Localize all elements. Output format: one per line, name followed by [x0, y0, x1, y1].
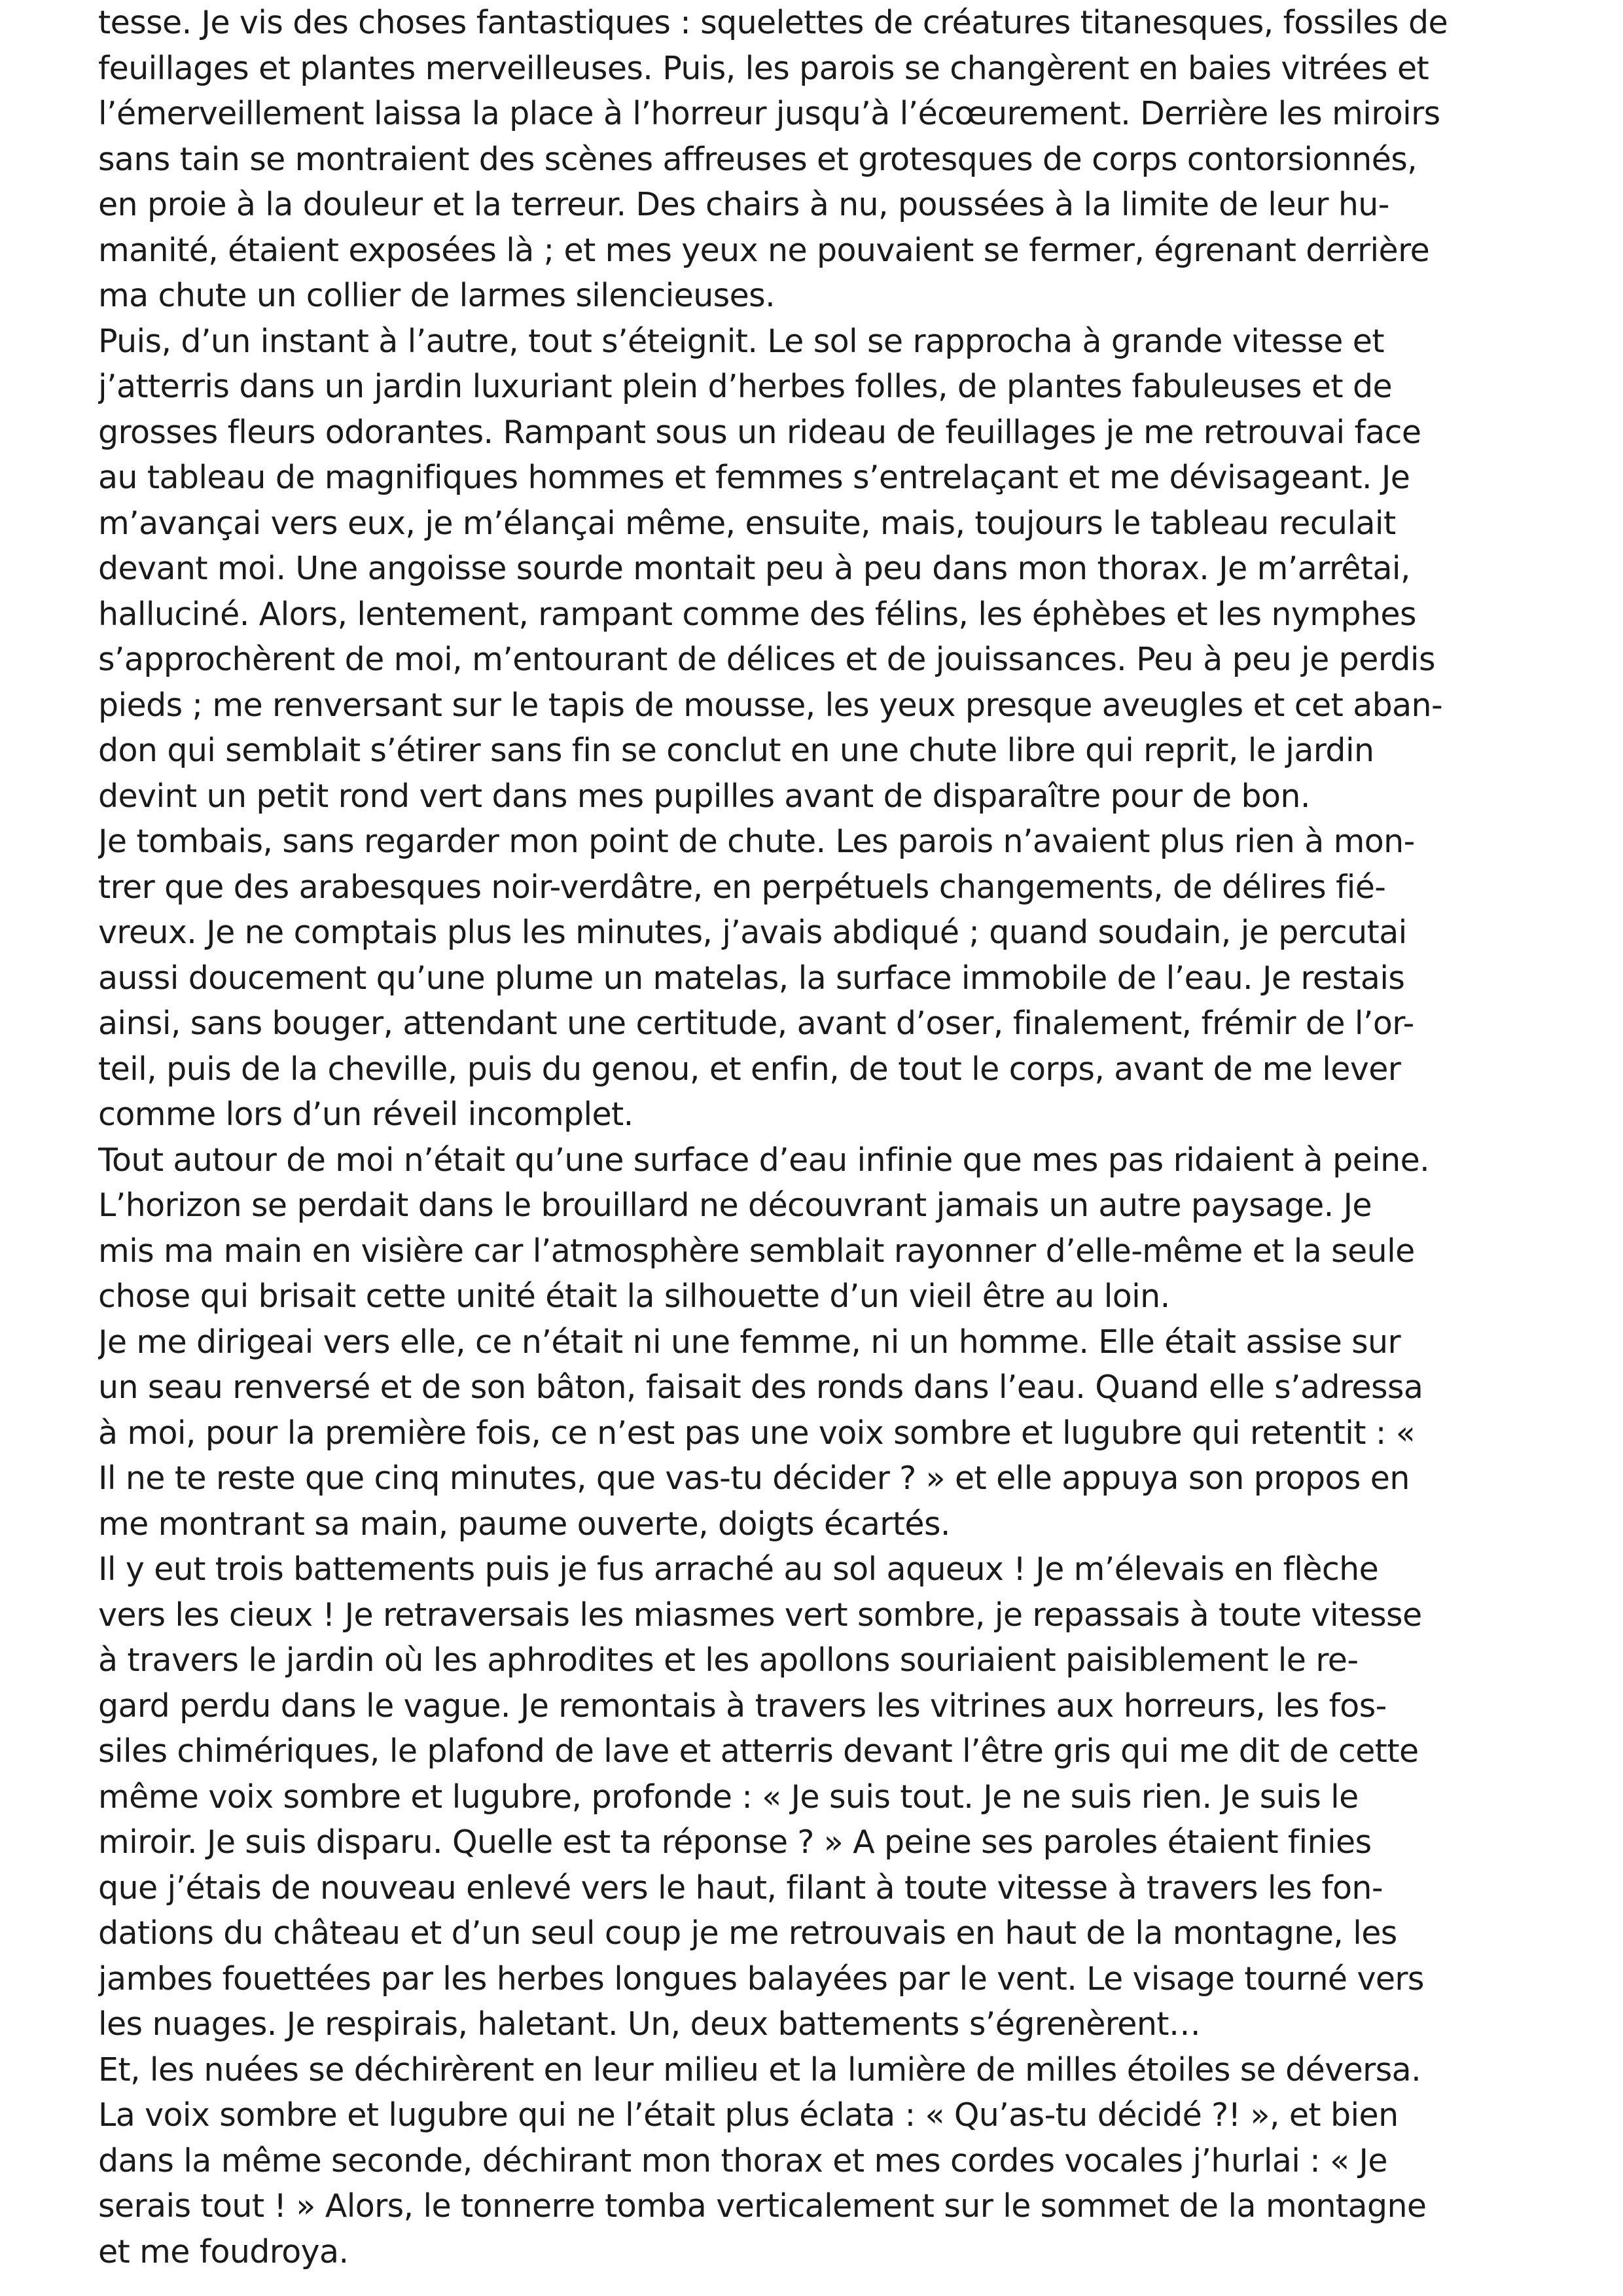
text-line: au tableau de magnifiques hommes et femmes s’entrelaçant et me dévisageant. Je [98, 459, 1410, 496]
text-line: Tout autour de moi n’était qu’une surface d’eau infinie que mes pas ridaient à peine. [98, 1141, 1430, 1179]
text-line: halluciné. Alors, lentement, rampant comme des félins, les éphèbes et les nymphes [98, 595, 1416, 633]
text-line: m’avançai vers eux, je m’élançai même, ensuite, mais, toujours le tableau reculait [98, 504, 1396, 542]
text-line: chose qui brisait cette unité était la silhouette d’un vieil être au loin. [98, 1278, 1170, 1315]
text-line: pieds ; me renversant sur le tapis de mousse, les yeux presque aveugles et cet aban- [98, 686, 1443, 724]
text-line: manité, étaient exposées là ; et mes yeux ne pouvaient se fermer, égrenant derrière [98, 231, 1430, 269]
text-line: même voix sombre et lugubre, profonde : « Je suis tout. Je ne suis rien. Je suis le [98, 1778, 1359, 1816]
text-line: mis ma main en visière car l’atmosphère semblait rayonner d’elle-même et la seule [98, 1232, 1415, 1270]
text-line: j’atterris dans un jardin luxuriant plein d’herbes folles, de plantes fabuleuses et de [98, 368, 1393, 405]
text-line: aussi doucement qu’une plume un matelas, la surface immobile de l’eau. Je restais [98, 959, 1405, 997]
text-line: Il ne te reste que cinq minutes, que vas-tu décider ? » et elle appuya son propos en [98, 1460, 1410, 1497]
document-page [98, 0, 1531, 2296]
text-line: les nuages. Je respirais, haletant. Un, deux battements s’égrenèrent… [98, 2005, 1201, 2043]
text-line: en proie à la douleur et la terreur. Des chairs à nu, poussées à la limite de leur hu- [98, 186, 1389, 223]
text-line: teil, puis de la cheville, puis du genou, et enfin, de tout le corps, avant de me lever [98, 1050, 1401, 1088]
text-line: me montrant sa main, paume ouverte, doigts écartés. [98, 1505, 950, 1543]
text-line: l’émerveillement laissa la place à l’horreur jusqu’à l’écœurement. Derrière les miroirs [98, 95, 1440, 132]
text-line: gard perdu dans le vague. Je remontais à travers les vitrines aux horreurs, les fos- [98, 1687, 1387, 1725]
text-line: trer que des arabesques noir-verdâtre, en perpétuels changements, de délires fié- [98, 868, 1386, 906]
text-line: ainsi, sans bouger, attendant une certitude, avant d’oser, finalement, frémir de l’or- [98, 1005, 1414, 1042]
text-line: Et, les nuées se déchirèrent en leur milieu et la lumière de milles étoiles se déversa. [98, 2051, 1421, 2089]
text-line: miroir. Je suis disparu. Quelle est ta réponse ? » A peine ses paroles étaient finies [98, 1823, 1372, 1861]
text-line: un seau renversé et de son bâton, faisait des ronds dans l’eau. Quand elle s’adressa [98, 1369, 1423, 1406]
text-line: jambes fouettées par les herbes longues balayées par le vent. Le visage tourné vers [98, 1960, 1424, 1998]
body-text [98, 0, 1531, 2274]
text-line: que j’étais de nouveau enlevé vers le haut, filant à toute vitesse à travers les fon- [98, 1869, 1383, 1907]
text-line: vers les cieux ! Je retraversais les miasmes vert sombre, je repassais à toute vitesse [98, 1596, 1422, 1634]
text-line: comme lors d’un réveil incomplet. [98, 1096, 633, 1133]
text-line: vreux. Je ne comptais plus les minutes, j’avais abdiqué ; quand soudain, je percutai [98, 914, 1407, 951]
text-line: serais tout ! » Alors, le tonnerre tomba verticalement sur le sommet de la montagne [98, 2187, 1427, 2225]
text-line: à travers le jardin où les aphrodites et les apollons souriaient paisiblement le re- [98, 1641, 1359, 1679]
text-line: siles chimériques, le plafond de lave et atterris devant l’être gris qui me dit de cette [98, 1732, 1419, 1770]
text-line: dations du château et d’un seul coup je me retrouvais en haut de la montagne, les [98, 1914, 1397, 1952]
text-line: sans tain se montraient des scènes affreuses et grotesques de corps contorsionnés, [98, 140, 1418, 178]
text-line: Je me dirigeai vers elle, ce n’était ni une femme, ni un homme. Elle était assise sur [98, 1323, 1401, 1361]
text-line: Je tombais, sans regarder mon point de chute. Les parois n’avaient plus rien à mon- [98, 823, 1415, 860]
text-line: La voix sombre et lugubre qui ne l’était plus éclata : « Qu’as-tu décidé ?! », et bien [98, 2096, 1399, 2134]
text-line: devant moi. Une angoisse sourde montait peu à peu dans mon thorax. Je m’arrêtai, [98, 550, 1410, 587]
text-line: feuillages et plantes merveilleuses. Puis, les parois se changèrent en baies vitrées et [98, 49, 1429, 87]
text-line: et me foudroya. [98, 2233, 349, 2270]
text-line: grosses fleurs odorantes. Rampant sous un rideau de feuillages je me retrouvai face [98, 413, 1421, 451]
text-line: Il y eut trois battements puis je fus arraché au sol aqueux ! Je m’élevais en flèche [98, 1551, 1379, 1588]
text-line: tesse. Je vis des choses fantastiques : squelettes de créatures titanesques, fossiles de [98, 4, 1448, 41]
text-line: dans la même seconde, déchirant mon thorax et mes cordes vocales j’hurlai : « Je [98, 2142, 1387, 2179]
text-line: Puis, d’un instant à l’autre, tout s’éteignit. Le sol se rapprocha à grande vitesse et [98, 322, 1384, 360]
text-line: s’approchèrent de moi, m’entourant de délices et de jouissances. Peu à peu je perdis [98, 641, 1435, 678]
text-line: à moi, pour la première fois, ce n’est pas une voix sombre et lugubre qui retentit : « [98, 1414, 1416, 1452]
text-line: don qui semblait s’étirer sans fin se conclut en une chute libre qui reprit, le jardin [98, 732, 1374, 769]
text-line: L’horizon se perdait dans le brouillard ne découvrant jamais un autre paysage. Je [98, 1187, 1372, 1224]
text-line: devint un petit rond vert dans mes pupilles avant de disparaître pour de bon. [98, 777, 1310, 815]
text-line: ma chute un collier de larmes silencieuses. [98, 277, 776, 314]
